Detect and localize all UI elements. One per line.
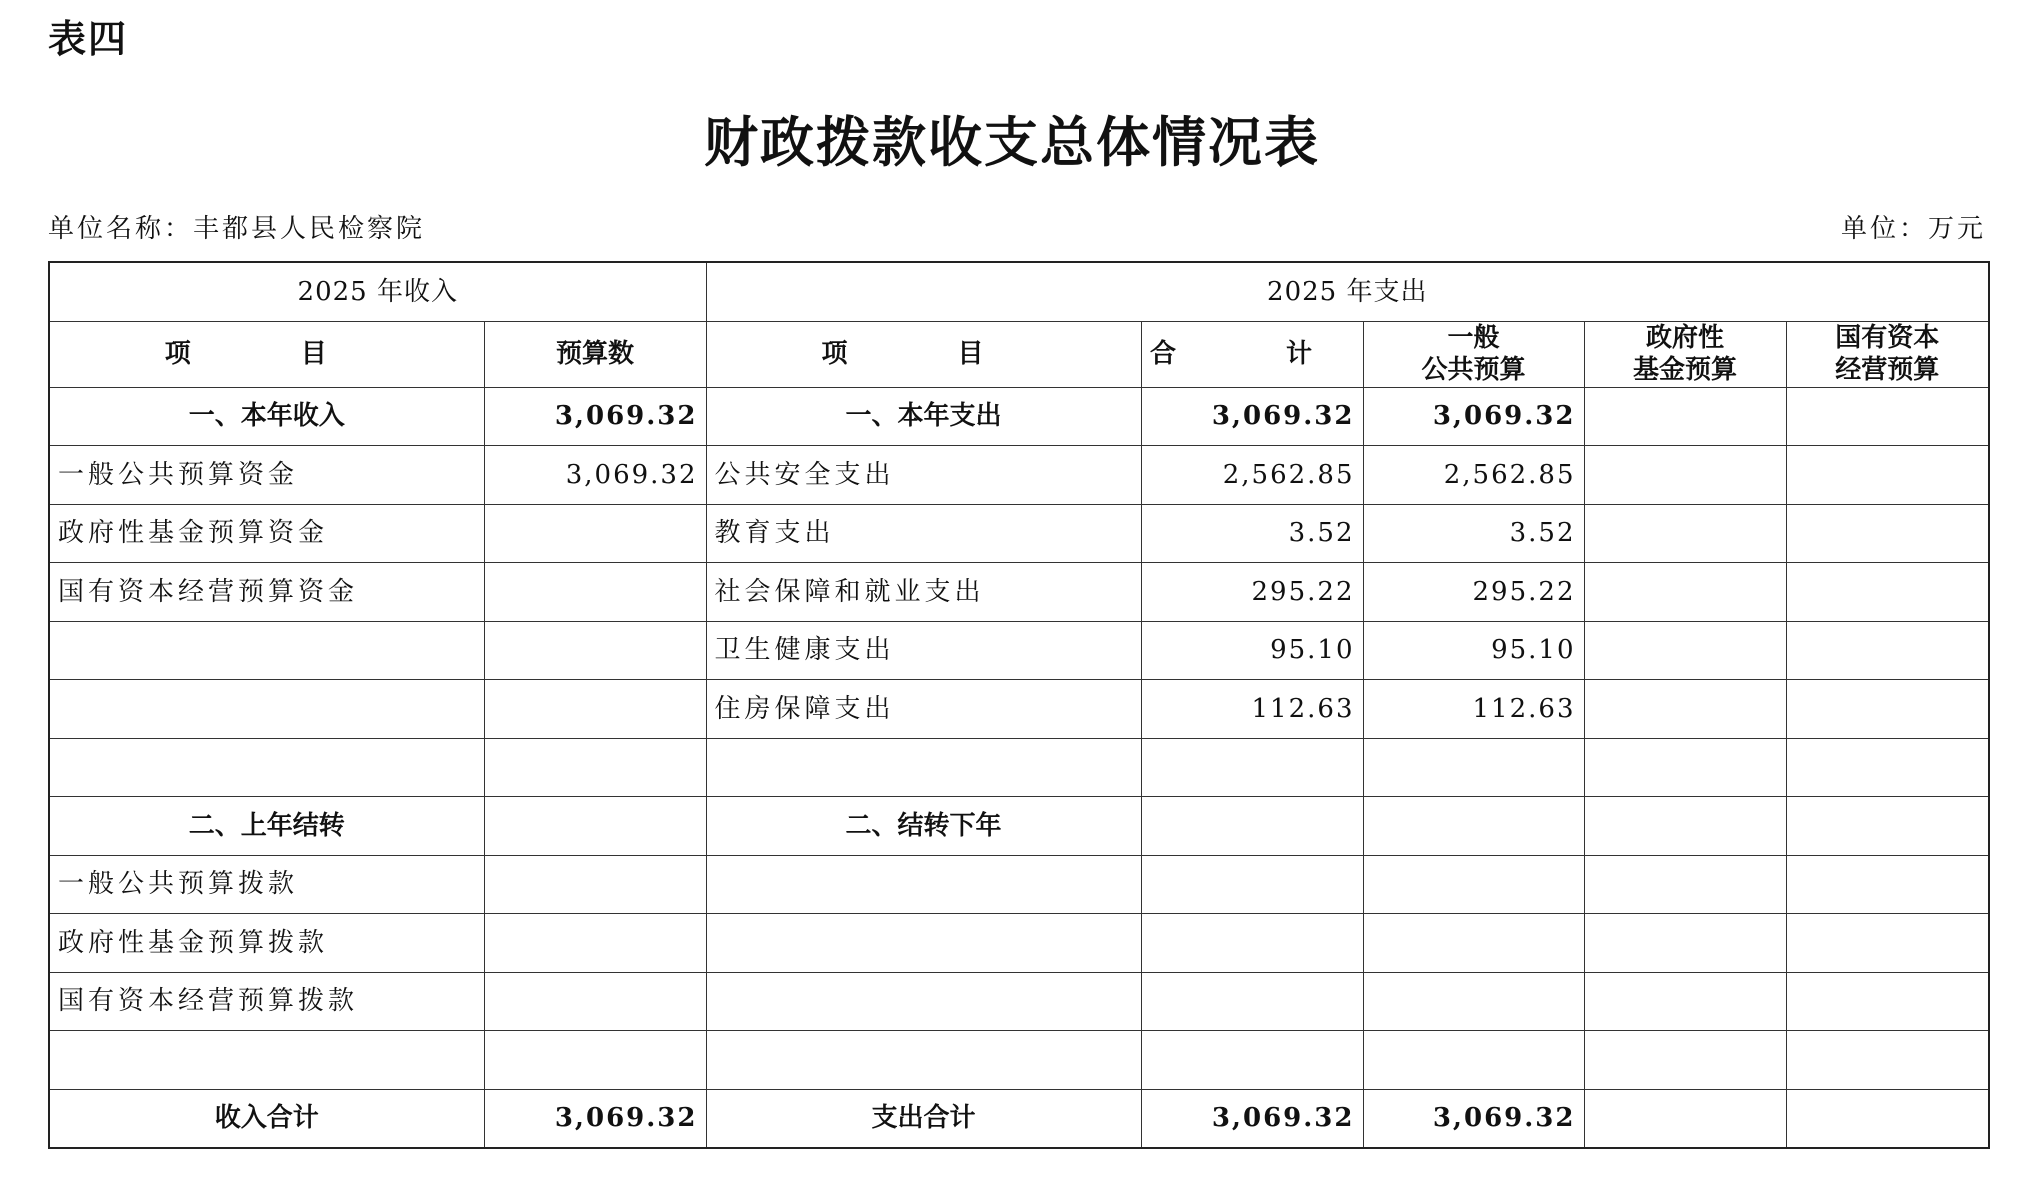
expense-fund [1584, 504, 1786, 563]
income-value: 3,069.32 [484, 446, 706, 505]
expense-total [1141, 738, 1363, 797]
expense-state [1786, 1089, 1989, 1148]
income-value [484, 563, 706, 622]
expense-fund [1584, 1089, 1786, 1148]
expense-general: 2,562.85 [1363, 446, 1584, 505]
expense-item [706, 855, 1141, 914]
expense-total: 2,562.85 [1141, 446, 1363, 505]
expense-total: 3,069.32 [1141, 1089, 1363, 1148]
expense-total [1141, 855, 1363, 914]
table-row [49, 972, 1989, 1031]
expense-general: 295.22 [1363, 563, 1584, 622]
expense-total [1141, 972, 1363, 1031]
expense-general: 3,069.32 [1363, 1089, 1584, 1148]
col-header-fund-line1: 政府性 [1645, 322, 1724, 353]
income-item: 二、上年结转 [49, 797, 484, 856]
expense-general: 95.10 [1363, 621, 1584, 680]
expense-general [1363, 1031, 1584, 1090]
income-item: 国有资本经营预算资金 [49, 563, 484, 622]
expense-state [1786, 387, 1989, 446]
expense-item: 公共安全支出 [706, 446, 1141, 505]
group-expense-header: 2025 年支出 [706, 262, 1989, 321]
income-item [49, 621, 484, 680]
expense-state [1786, 446, 1989, 505]
table-row [49, 563, 1989, 622]
col-header-fund-budget [1584, 321, 1786, 387]
expense-fund [1584, 621, 1786, 680]
expense-general [1363, 914, 1584, 973]
expense-general [1363, 972, 1584, 1031]
expense-state [1786, 504, 1989, 563]
table-number: 表四 [48, 17, 129, 61]
expense-state [1786, 914, 1989, 973]
income-item: 一般公共预算拨款 [49, 855, 484, 914]
expense-state [1786, 563, 1989, 622]
income-value [484, 972, 706, 1031]
expense-item: 二、结转下年 [706, 797, 1141, 856]
expense-state [1786, 1031, 1989, 1090]
table-row [49, 680, 1989, 739]
expense-fund [1584, 855, 1786, 914]
income-value [484, 797, 706, 856]
expense-total-label: 支出合计 [706, 1089, 1141, 1148]
expense-state [1786, 621, 1989, 680]
column-header-row [49, 321, 1989, 387]
income-value [484, 504, 706, 563]
col-header-state-line1: 国有资本 [1835, 322, 1940, 353]
document-title: 财政拨款收支总体情况表 [704, 110, 1320, 174]
expense-fund [1584, 563, 1786, 622]
expense-item: 住房保障支出 [706, 680, 1141, 739]
expense-total: 95.10 [1141, 621, 1363, 680]
income-value: 3,069.32 [484, 387, 706, 446]
income-item: 国有资本经营预算拨款 [49, 972, 484, 1031]
income-value [484, 914, 706, 973]
expense-state [1786, 738, 1989, 797]
expense-fund [1584, 797, 1786, 856]
table-row [49, 855, 1989, 914]
expense-state [1786, 855, 1989, 914]
col-header-general-budget [1363, 321, 1584, 387]
expense-total: 112.63 [1141, 680, 1363, 739]
expense-item: 一、本年支出 [706, 387, 1141, 446]
totals-row [49, 1089, 1989, 1148]
table-row [49, 738, 1989, 797]
group-income-header: 2025 年收入 [49, 262, 706, 321]
expense-total [1141, 797, 1363, 856]
col-header-income-item: 项 目 [49, 321, 484, 387]
expense-general: 3.52 [1363, 504, 1584, 563]
expense-fund [1584, 387, 1786, 446]
expense-item: 卫生健康支出 [706, 621, 1141, 680]
expense-state [1786, 680, 1989, 739]
income-item: 一般公共预算资金 [49, 446, 484, 505]
expense-state [1786, 797, 1989, 856]
expense-general: 3,069.32 [1363, 387, 1584, 446]
income-item: 一、本年收入 [49, 387, 484, 446]
currency-unit: 单位：万元 [1840, 214, 1986, 244]
income-item [49, 1031, 484, 1090]
group-header-row [49, 262, 1989, 321]
table-row [49, 1031, 1989, 1090]
expense-fund [1584, 680, 1786, 739]
expense-total [1141, 1031, 1363, 1090]
col-header-fund-line2: 基金预算 [1632, 355, 1737, 385]
income-value [484, 680, 706, 739]
expense-total [1141, 914, 1363, 973]
expense-general [1363, 855, 1584, 914]
expense-item: 社会保障和就业支出 [706, 563, 1141, 622]
col-header-general-line2: 公共预算 [1421, 355, 1526, 385]
expense-item [706, 1031, 1141, 1090]
expense-total: 3.52 [1141, 504, 1363, 563]
col-header-state-capital-budget [1786, 321, 1989, 387]
income-item: 政府性基金预算拨款 [49, 914, 484, 973]
income-item [49, 738, 484, 797]
expense-fund [1584, 446, 1786, 505]
table-row [49, 914, 1989, 973]
col-header-expense-item: 项 目 [706, 321, 1141, 387]
expense-total: 295.22 [1141, 563, 1363, 622]
col-header-budget: 预算数 [484, 321, 706, 387]
expense-general: 112.63 [1363, 680, 1584, 739]
income-value [484, 855, 706, 914]
table-row [49, 387, 1989, 446]
expense-item [706, 914, 1141, 973]
expense-general [1363, 738, 1584, 797]
unit-name: 单位名称：丰都县人民检察院 [48, 214, 426, 244]
income-total-value: 3,069.32 [484, 1089, 706, 1148]
expense-total: 3,069.32 [1141, 387, 1363, 446]
col-header-total: 合 计 [1141, 321, 1363, 387]
income-total-label: 收入合计 [49, 1089, 484, 1148]
expense-item [706, 738, 1141, 797]
income-value [484, 621, 706, 680]
table-row [49, 446, 1989, 505]
expense-fund [1584, 1031, 1786, 1090]
table-row [49, 621, 1989, 680]
income-item [49, 680, 484, 739]
expense-fund [1584, 914, 1786, 973]
fiscal-appropriation-table [48, 261, 1990, 1149]
expense-item: 教育支出 [706, 504, 1141, 563]
income-value [484, 738, 706, 797]
col-header-general-line1: 一般 [1447, 322, 1500, 353]
expense-fund [1584, 738, 1786, 797]
expense-item [706, 972, 1141, 1031]
income-value [484, 1031, 706, 1090]
expense-general [1363, 797, 1584, 856]
income-item: 政府性基金预算资金 [49, 504, 484, 563]
table-row [49, 504, 1989, 563]
unit-info-row [48, 208, 1986, 245]
table-row [49, 797, 1989, 856]
expense-fund [1584, 972, 1786, 1031]
expense-state [1786, 972, 1989, 1031]
col-header-state-line2: 经营预算 [1835, 355, 1940, 385]
